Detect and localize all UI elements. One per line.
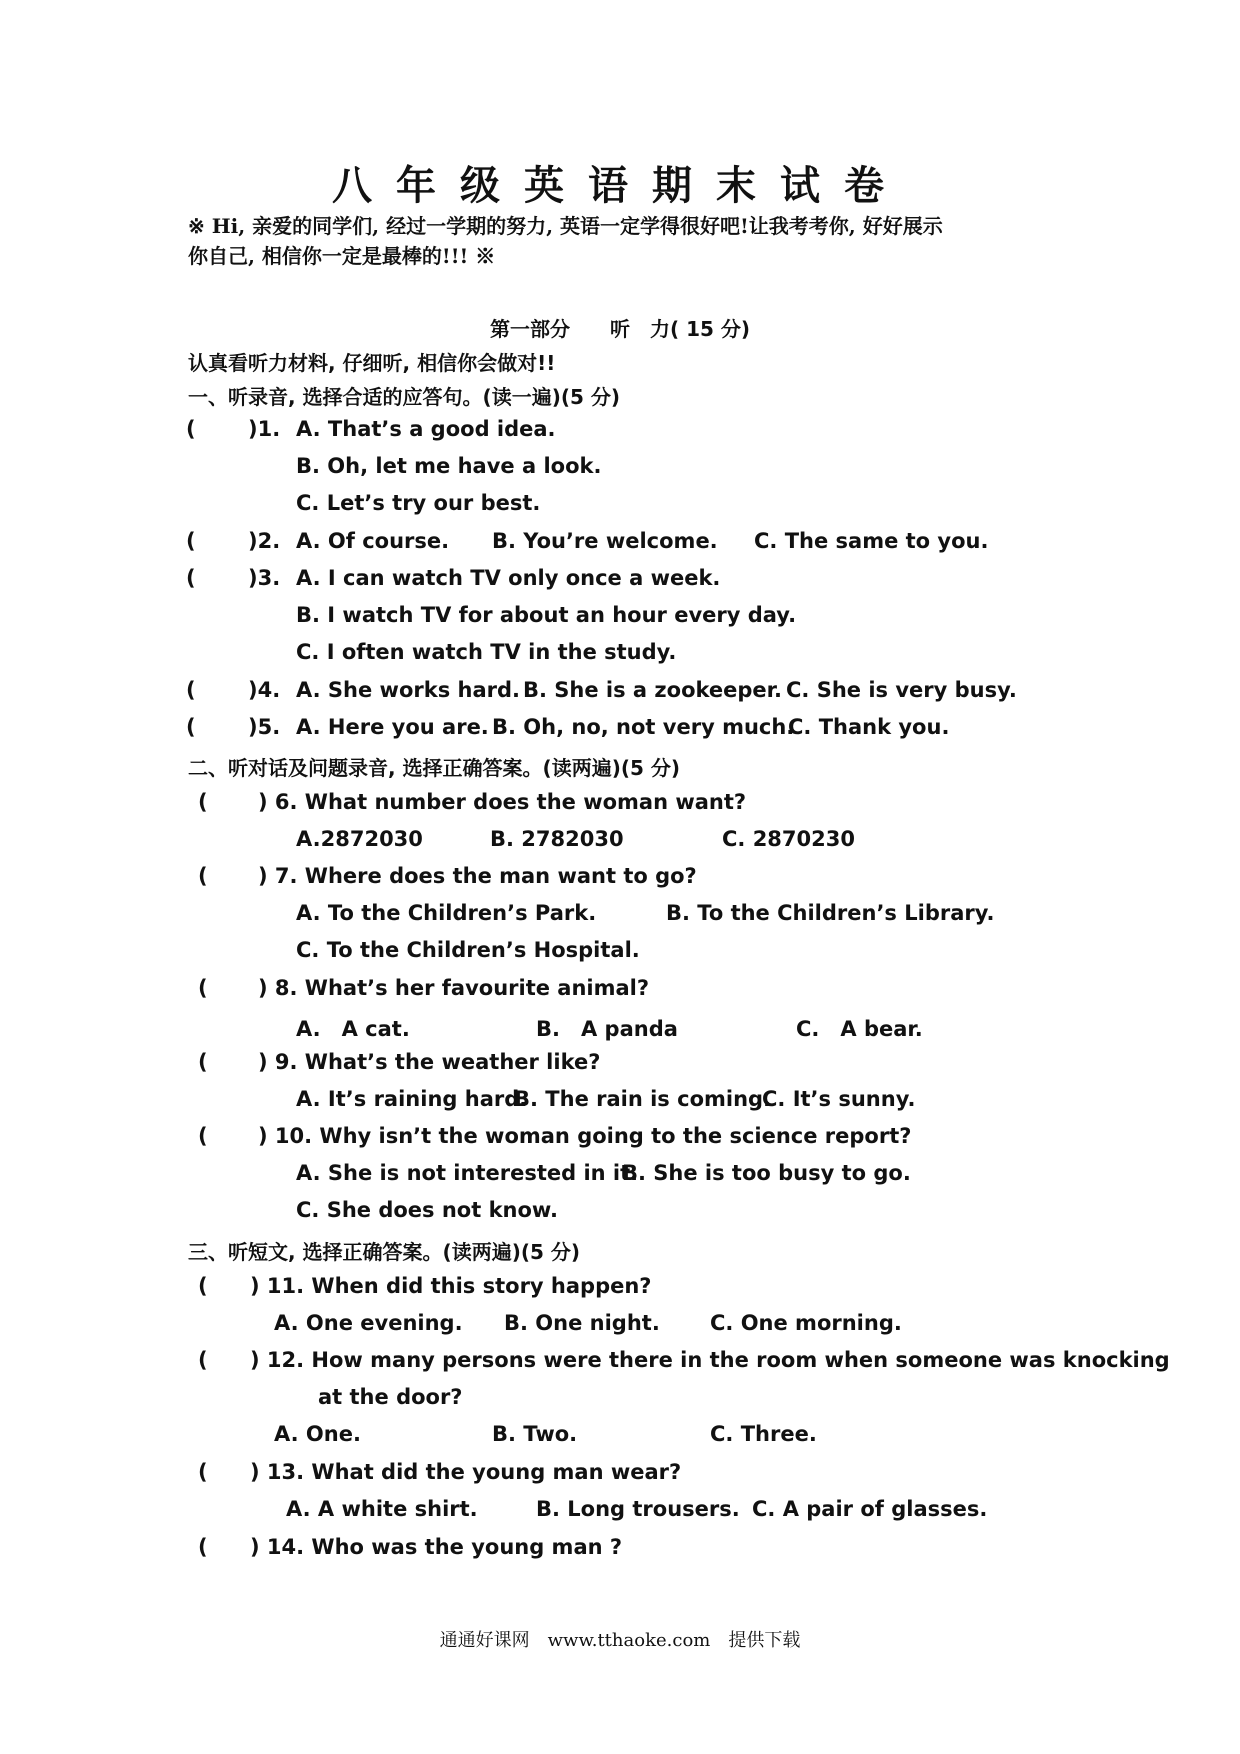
q9-bracket[interactable]: ( — [198, 1050, 208, 1074]
q10-option-a: A. She is not interested in it. — [296, 1161, 639, 1185]
q12-text-continued: at the door? — [318, 1385, 463, 1409]
part1-heading: 第一部分 听 力( 15 分) — [489, 317, 751, 341]
q11-option-c: C. One morning. — [710, 1311, 902, 1335]
q3-number: )3. — [248, 566, 281, 590]
q4-number: )4. — [248, 678, 281, 702]
q6-bracket[interactable]: ( — [198, 790, 208, 814]
q13-bracket[interactable]: ( — [198, 1460, 208, 1484]
q13-text: ) 13. What did the young man wear? — [250, 1460, 682, 1484]
q7-option-c: C. To the Children’s Hospital. — [296, 938, 640, 962]
q4-option-c: C. She is very busy. — [786, 678, 1017, 702]
q11-bracket[interactable]: ( — [198, 1274, 208, 1298]
footer-credit: 通通好课网 www.tthaoke.com 提供下载 — [439, 1630, 801, 1651]
q11-option-b: B. One night. — [504, 1311, 660, 1335]
q14-bracket[interactable]: ( — [198, 1535, 208, 1559]
q5-option-a: A. Here you are. — [296, 715, 489, 739]
q2-bracket[interactable]: ( — [186, 529, 196, 553]
q8-bracket[interactable]: ( — [198, 976, 208, 1000]
q6-option-a: A.2872030 — [296, 827, 423, 851]
q7-option-b: B. To the Children’s Library. — [666, 901, 995, 925]
q7-bracket[interactable]: ( — [198, 864, 208, 888]
q3-bracket[interactable]: ( — [186, 566, 196, 590]
q12-bracket[interactable]: ( — [198, 1348, 208, 1372]
q1-option-c: C. Let’s try our best. — [296, 491, 541, 515]
q2-option-b: B. You’re welcome. — [492, 529, 718, 553]
q12-option-b: B. Two. — [492, 1422, 578, 1446]
q6-option-b: B. 2782030 — [490, 827, 624, 851]
q13-option-c: C. A pair of glasses. — [752, 1497, 988, 1521]
q5-option-b: B. Oh, no, not very much. — [492, 715, 795, 739]
q4-bracket[interactable]: ( — [186, 678, 196, 702]
q8-option-c: C. A bear. — [796, 1017, 923, 1041]
q10-text: ) 10. Why isn’t the woman going to the science report? — [258, 1124, 912, 1148]
q5-option-c: C. Thank you. — [788, 715, 950, 739]
q13-option-b: B. Long trousers. — [536, 1497, 740, 1521]
q10-option-c: C. She does not know. — [296, 1198, 558, 1222]
q2-number: )2. — [248, 529, 281, 553]
intro-line-2: 你自己, 相信你一定是最棒的!!! ※ — [188, 244, 496, 268]
q11-option-a: A. One evening. — [274, 1311, 463, 1335]
q10-option-b: B. She is too busy to go. — [622, 1161, 911, 1185]
q4-option-a: A. She works hard. — [296, 678, 521, 702]
q6-text: ) 6. What number does the woman want? — [258, 790, 747, 814]
q2-option-c: C. The same to you. — [754, 529, 989, 553]
q13-option-a: A. A white shirt. — [286, 1497, 478, 1521]
q6-option-c: C. 2870230 — [722, 827, 855, 851]
q2-option-a: A. Of course. — [296, 529, 450, 553]
q10-bracket[interactable]: ( — [198, 1124, 208, 1148]
q1-option-b: B. Oh, let me have a look. — [296, 454, 602, 478]
q5-number: )5. — [248, 715, 281, 739]
section-2-heading: 二、听对话及问题录音, 选择正确答案。(读两遍)(5 分) — [188, 756, 681, 780]
q3-option-a: A. I can watch TV only once a week. — [296, 566, 721, 590]
section-3-heading: 三、听短文, 选择正确答案。(读两遍)(5 分) — [188, 1240, 581, 1264]
q8-option-b: B. A panda — [536, 1017, 678, 1041]
section-1-heading: 一、听录音, 选择合适的应答句。(读一遍)(5 分) — [188, 385, 621, 409]
q8-option-a: A. A cat. — [296, 1017, 410, 1041]
q9-option-c: C. It’s sunny. — [762, 1087, 916, 1111]
q12-text: ) 12. How many persons were there in the room when someone was knocking — [250, 1348, 1170, 1372]
q9-option-a: A. It’s raining hard. — [296, 1087, 528, 1111]
page-title: 八年级英语期末试卷 — [332, 162, 908, 209]
q9-option-b: B. The rain is coming. — [514, 1087, 772, 1111]
q8-text: ) 8. What’s her favourite animal? — [258, 976, 650, 1000]
q7-text: ) 7. Where does the man want to go? — [258, 864, 697, 888]
q1-option-a: A. That’s a good idea. — [296, 417, 556, 441]
q9-text: ) 9. What’s the weather like? — [258, 1050, 601, 1074]
q1-number: )1. — [248, 417, 281, 441]
q3-option-c: C. I often watch TV in the study. — [296, 640, 677, 664]
q12-option-a: A. One. — [274, 1422, 361, 1446]
intro-line-1: ※ Hi, 亲爱的同学们, 经过一学期的努力, 英语一定学得很好吧!让我考考你, 好好展示 — [188, 214, 943, 238]
q7-option-a: A. To the Children’s Park. — [296, 901, 597, 925]
q14-text: ) 14. Who was the young man ? — [250, 1535, 623, 1559]
q12-option-c: C. Three. — [710, 1422, 817, 1446]
q5-bracket[interactable]: ( — [186, 715, 196, 739]
q3-option-b: B. I watch TV for about an hour every day. — [296, 603, 797, 627]
q1-bracket[interactable]: ( — [186, 417, 196, 441]
q11-text: ) 11. When did this story happen? — [250, 1274, 652, 1298]
part1-note: 认真看听力材料, 仔细听, 相信你会做对!! — [188, 351, 556, 375]
q4-option-b: B. She is a zookeeper. — [523, 678, 782, 702]
